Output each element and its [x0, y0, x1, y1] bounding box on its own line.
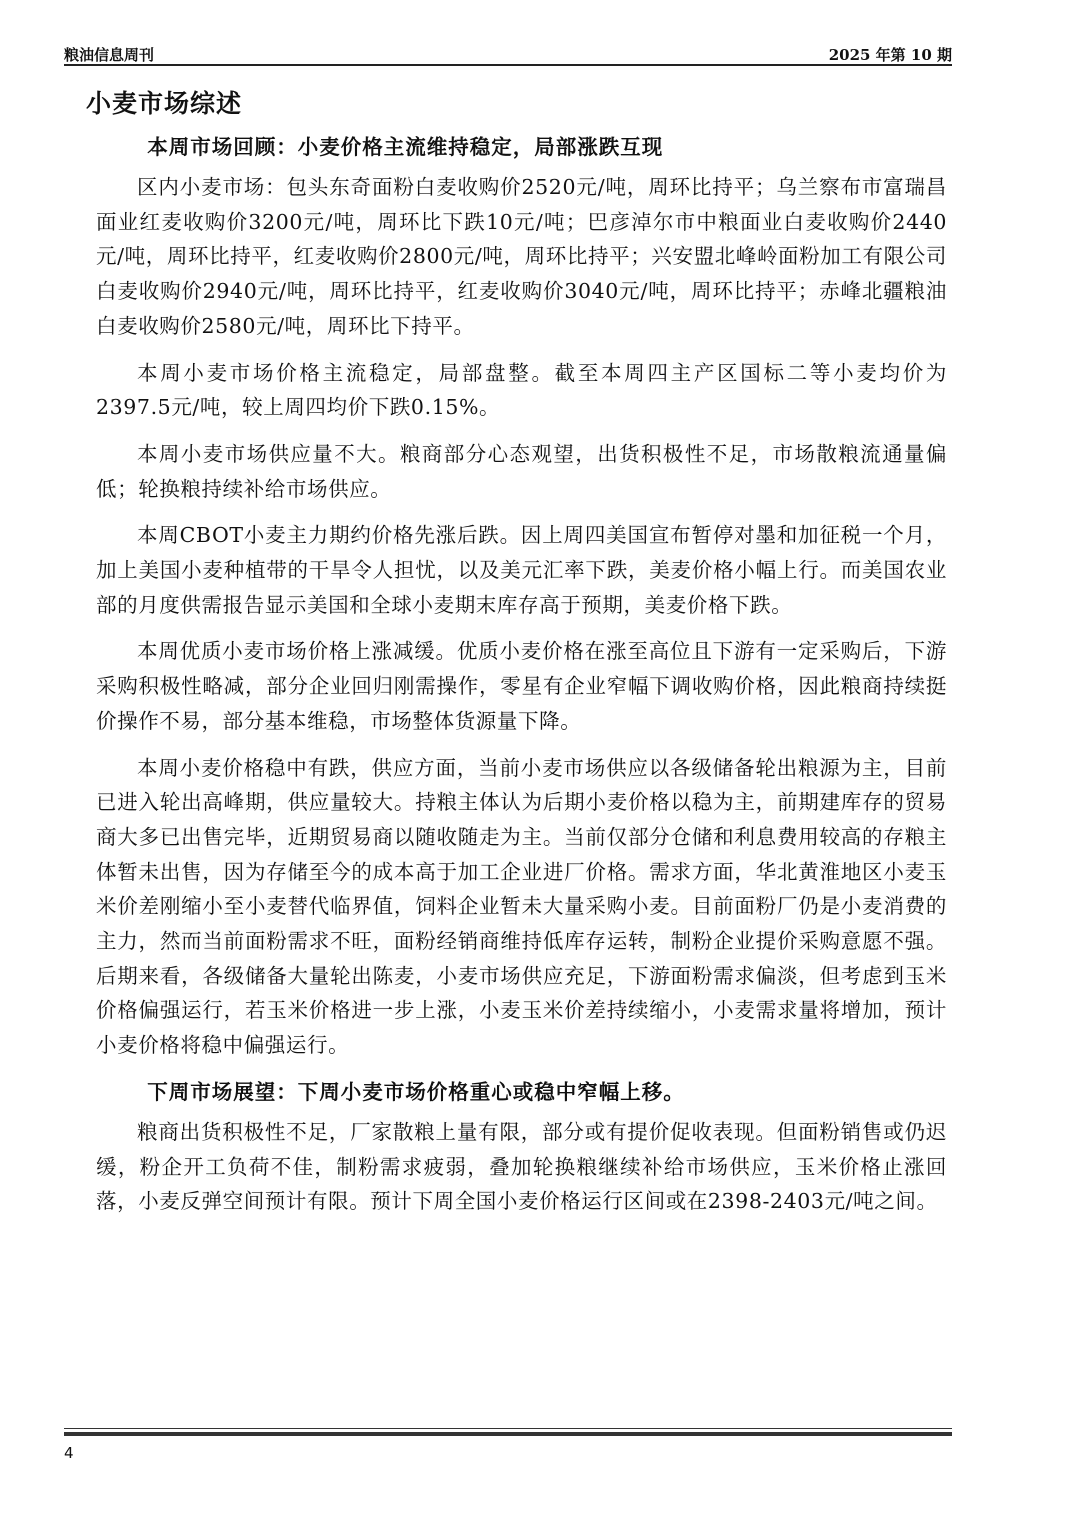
- paragraph-regional-market: 区内小麦市场：包头东奇面粉白麦收购价2520元/吨，周环比持平；乌兰察布市富瑞昌面业红麦收购价3200元/吨，周环比下跌10元/吨；巴彦淖尔市中粮面业白麦收购价2440元/吨，周环比持平，红麦收购价2800元/吨，周环比持平；兴安盟北峰岭面粉加工有限公司白麦收购价2940元/吨，周环比持平，红麦收购价3040元/吨，周环比持平；赤峰北疆粮油白麦收购价2580元/吨，周环比下持平。: [96, 175, 947, 338]
- outlook-heading: 下周市场展望：下周小麦市场价格重心或稳中窄幅上移。: [147, 1079, 685, 1104]
- issue-number: 2025 年第 10 期: [828, 46, 952, 64]
- article-body: [96, 130, 947, 1231]
- paragraph-price-summary: 本周小麦市场价格主流稳定，局部盘整。截至本周四主产区国标二等小麦均价为2397.5元/吨，较上周四均价下跌0.15%。: [96, 360, 947, 420]
- paragraph-outlook: 粮商出货积极性不足，厂家散粮上量有限，部分或有提价促收表现。但面粉销售或仍迟缓，粉企开工负荷不佳，制粉需求疲弱，叠加轮换粮继续补给市场供应，玉米价格止涨回落，小麦反弹空间预计有限。预计下周全国小麦价格运行区间或在2398-2403元/吨之间。: [96, 1119, 947, 1214]
- paragraph-analysis: 本周小麦价格稳中有跌，供应方面，当前小麦市场供应以各级储备轮出粮源为主，目前已进入轮出高峰期，供应量较大。持粮主体认为后期小麦价格以稳为主，前期建库存的贸易商大多已出售完毕，近期贸易商以随收随走为主。当前仅部分仓储和利息费用较高的存粮主体暂未出售，因为存储至今的成本高于加工企业进厂价格。需求方面，华北黄淮地区小麦玉米价差刚缩小至小麦替代临界值，饲料企业暂未大量采购小麦。目前面粉厂仍是小麦消费的主力，然而当前面粉需求不旺，面粉经销商维持低库存运转，制粉企业提价采购意愿不强。后期来看，各级储备大量轮出陈麦，小麦市场供应充足，下游面粉需求偏淡，但考虑到玉米价格偏强运行，若玉米价格进一步上涨，小麦玉米价差持续缩小，小麦需求量将增加，预计小麦价格将稳中偏强运行。: [96, 755, 947, 1058]
- section-title: 小麦市场综述: [86, 89, 243, 118]
- page-number: 4: [64, 1444, 74, 1462]
- footer-divider-thick: [64, 1432, 952, 1436]
- publication-name: 粮油信息周刊: [64, 46, 155, 64]
- header-divider: [64, 64, 952, 66]
- footer-divider-thin: [64, 1428, 952, 1429]
- review-heading: 本周市场回顾：小麦价格主流维持稳定，局部涨跌互现: [147, 135, 664, 159]
- paragraph-quality-wheat: 本周优质小麦市场价格上涨减缓。优质小麦价格在涨至高位且下游有一定采购后，下游采购积极性略减，部分企业回归刚需操作，零星有企业窄幅下调收购价格，因此粮商持续挺价操作不易，部分基本维稳，市场整体货源量下降。: [96, 639, 947, 733]
- paragraph-cbot: 本周CBOT小麦主力期约价格先涨后跌。因上周四美国宣布暂停对墨和加征税一个月，加上美国小麦种植带的干旱令人担忧，以及美元汇率下跌，美麦价格小幅上行。而美国农业部的月度供需报告显示美国和全球小麦期末库存高于预期，美麦价格下跌。: [96, 523, 947, 617]
- paragraph-supply: 本周小麦市场供应量不大。粮商部分心态观望，出货积极性不足，市场散粮流通量偏低；轮换粮持续补给市场供应。: [96, 441, 947, 501]
- page-header: [64, 44, 952, 64]
